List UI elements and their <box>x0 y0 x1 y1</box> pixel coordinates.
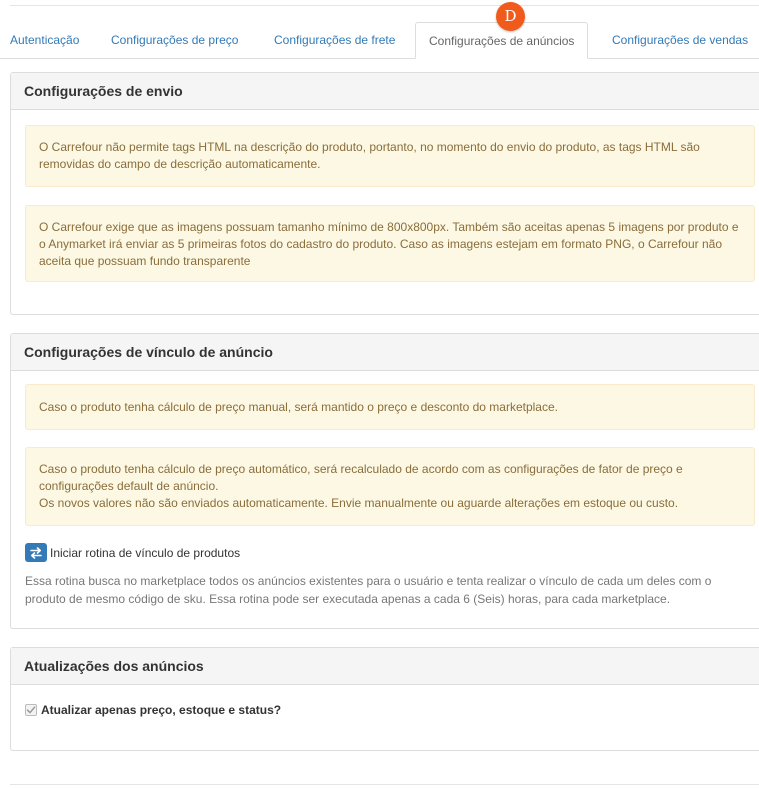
tab-autenticacao[interactable]: Autenticação <box>10 33 80 47</box>
panel-vinculo-title: Configurações de vínculo de anúncio <box>11 334 759 371</box>
alert-preco-automatico-line2: Os novos valores não são enviados automaticamente. Envie manualmente ou aguarde alterações em estoque ou custo. <box>39 496 679 510</box>
bottom-divider <box>10 784 759 785</box>
panel-vinculo <box>10 333 759 629</box>
alert-image-size: O Carrefour exige que as imagens possuam tamanho mínimo de 800x800px. Também são aceitas apenas 5 imagens por produto e o Anymarket irá enviar as 5 primeiras fotos do cadastro do produto. Caso as imagens estejam em formato PNG, o Carrefour não aceita que possuam fundo transparente <box>25 205 755 282</box>
tab-configuracoes-preco[interactable]: Configurações de preço <box>111 33 239 47</box>
alert-preco-automatico <box>25 447 755 526</box>
atualizar-apenas-label[interactable]: Atualizar apenas preço, estoque e status? <box>41 703 282 717</box>
tab-configuracoes-vendas[interactable]: Configurações de vendas <box>612 33 749 47</box>
tab-configuracoes-frete[interactable]: Configurações de frete <box>274 33 396 47</box>
atualizar-apenas-checkbox[interactable] <box>25 704 37 716</box>
vinculo-action-row <box>25 543 240 562</box>
exchange-icon <box>29 547 43 559</box>
start-vinculo-button[interactable] <box>25 543 47 562</box>
panel-atualizacoes-title: Atualizações dos anúncios <box>11 648 759 685</box>
alert-preco-automatico-line1: Caso o produto tenha cálculo de preço automático, será recalculado de acordo com as configurações de fator de preço e configurações default de anúncio. <box>39 462 683 493</box>
checkmark-icon <box>26 705 36 715</box>
panel-envio-title: Configurações de envio <box>11 73 759 110</box>
tab-configuracoes-anuncios[interactable]: Configurações de anúncios <box>415 22 588 59</box>
panel-envio <box>10 72 759 315</box>
tab-bar <box>0 0 759 59</box>
atualizar-apenas-row <box>25 703 281 717</box>
panel-atualizacoes <box>10 647 759 751</box>
tab-bar-baseline <box>0 58 759 59</box>
alert-preco-manual: Caso o produto tenha cálculo de preço manual, será mantido o preço e desconto do marketplace. <box>25 384 755 430</box>
user-badge[interactable]: D <box>496 2 525 31</box>
start-vinculo-label[interactable]: Iniciar rotina de vínculo de produtos <box>50 545 241 560</box>
vinculo-help-text: Essa rotina busca no marketplace todos os anúncios existentes para o usuário e tenta realizar o vínculo de cada um deles com o produto de mesmo código de sku. Essa rotina pode ser executada apenas a cada 6 (Seis) horas, para cada marketplace. <box>25 574 712 606</box>
alert-html-tags: O Carrefour não permite tags HTML na descrição do produto, portanto, no momento do envio do produto, as tags HTML são removidas do campo de descrição automaticamente. <box>25 125 755 187</box>
